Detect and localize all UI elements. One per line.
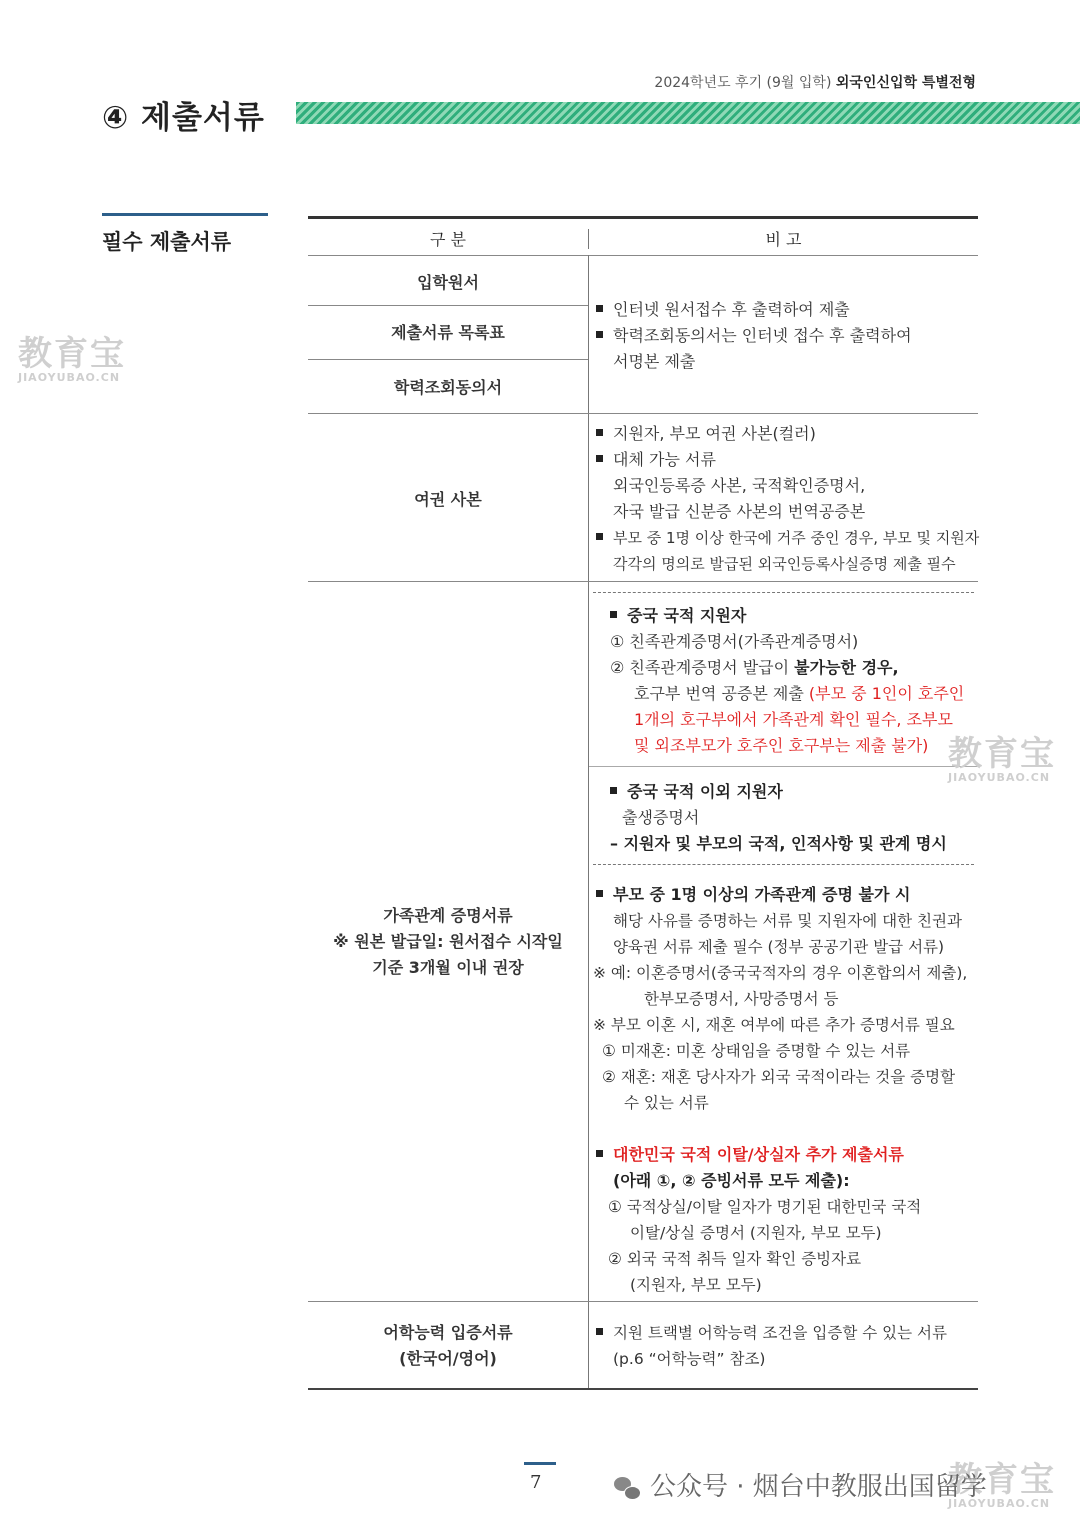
unable-title: 부모 중 1명 이상의 가족관계 증명 불가 시 xyxy=(596,882,910,908)
note-item: 한부모증명서, 사망증명서 등 xyxy=(644,990,839,1008)
page-number-accent xyxy=(524,1462,556,1465)
note-item: ② 외국 국적 취득 일자 확인 증빙자료 xyxy=(608,1250,862,1268)
wechat-account-text: 公众号 · 烟台中教服出国留学 xyxy=(650,1472,987,1502)
watermark-logo: 教育宝 JIAOYUBAO.CN xyxy=(948,734,1056,784)
row-label-language-sub: (한국어/영어) xyxy=(399,1349,497,1368)
row-label-consent: 학력조회동의서 xyxy=(393,378,503,397)
note-item: (p.6 “어학능력” 참조) xyxy=(613,1350,766,1368)
row-rule xyxy=(308,413,978,414)
row-rule xyxy=(308,359,588,360)
note-item: ① 국적상실/이탈 일자가 명기된 대한민국 국적 xyxy=(608,1198,922,1216)
note-item: (지원자, 부모 모두) xyxy=(630,1276,762,1294)
note-item: 대체 가능 서류 xyxy=(596,447,716,473)
row-rule xyxy=(308,1301,978,1302)
note-item: 외국인등록증 사본, 국적확인증명서, xyxy=(613,476,866,495)
note-item: 및 외조부모가 호주인 호구부는 제출 불가) xyxy=(634,736,929,755)
row-label-family: 가족관계 증명서류 xyxy=(383,906,513,925)
column-header-remarks: 비 고 xyxy=(765,230,802,249)
note-item: 학력조회동의서는 인터넷 접수 후 출력하여 xyxy=(596,323,912,349)
note-item: 지원 트랙별 어학능력 조건을 입증할 수 있는 서류 xyxy=(596,1320,947,1346)
other-title: 중국 국적 이외 지원자 xyxy=(610,779,783,805)
header-rule xyxy=(308,255,978,256)
dashed-divider xyxy=(593,592,974,593)
row-label-document-list: 제출서류 목록표 xyxy=(391,323,505,342)
header-program: 외국인신입학 특별전형 xyxy=(835,75,976,91)
note-item: 자국 발급 신분증 사본의 번역공증본 xyxy=(613,502,866,521)
note-item: 양육권 서류 제출 필수 (정부 공공기관 발급 서류) xyxy=(613,938,945,956)
note-item: ① 미재혼: 미혼 상태임을 증명할 수 있는 서류 xyxy=(602,1042,911,1060)
note-item: 지원자, 부모 여권 사본(컬러) xyxy=(596,421,816,447)
row-label-passport: 여권 사본 xyxy=(414,490,482,509)
korea-title: 대한민국 국적 이탈/상실자 추가 제출서류 xyxy=(596,1142,904,1168)
note-item: 수 있는 서류 xyxy=(624,1094,709,1112)
row-rule xyxy=(308,305,588,306)
note-item: 서명본 제출 xyxy=(613,352,696,371)
note-item: 인터넷 원서접수 후 출력하여 제출 xyxy=(596,297,850,323)
note-item: 출생증명서 xyxy=(622,808,700,827)
note-item: ② 재혼: 재혼 당사자가 외국 국적이라는 것을 증명할 xyxy=(602,1068,956,1086)
watermark-logo: 教育宝 JIAOYUBAO.CN xyxy=(18,334,126,384)
note-item: 1개의 호구부에서 가족관계 확인 필수, 조부모 xyxy=(634,710,953,729)
dashed-divider xyxy=(593,864,974,865)
note-item: 부모 중 1명 이상 한국에 거주 중인 경우, 부모 및 지원자 xyxy=(596,525,979,551)
note-item: (아래 ①, ② 증빙서류 모두 제출): xyxy=(613,1171,850,1190)
header-year-term: 2024학년도 후기 (9월 입학) xyxy=(654,75,832,91)
section-title: ④ 제출서류 xyxy=(102,100,265,136)
note-item: – 지원자 및 부모의 국적, 인적사항 및 관계 명시 xyxy=(610,834,947,853)
row-label-application: 입학원서 xyxy=(417,273,479,292)
note-item: ※ 부모 이혼 시, 재혼 여부에 따른 추가 증명서류 필요 xyxy=(593,1016,955,1034)
document-header xyxy=(654,72,976,92)
documents-table xyxy=(308,216,978,1390)
note-item: 이탈/상실 증명서 (지원자, 부모 모두) xyxy=(630,1224,882,1242)
china-title: 중국 국적 지원자 xyxy=(610,603,746,629)
subsection-title: 필수 제출서류 xyxy=(102,230,232,254)
row-rule xyxy=(589,766,978,767)
note-item: ※ 예: 이혼증명서(중국국적자의 경우 이혼합의서 제출), xyxy=(593,964,968,982)
section-title-hatch-bar xyxy=(296,102,1080,124)
note-item: 각각의 명의로 발급된 외국인등록사실증명 제출 필수 xyxy=(613,555,956,573)
note-item: 해당 사유를 증명하는 서류 및 지원자에 대한 친권과 xyxy=(613,912,962,930)
row-label-language: 어학능력 입증서류 xyxy=(383,1323,513,1342)
note-item: ② 친족관계증명서 발급이 불가능한 경우, xyxy=(610,658,899,677)
subsection-accent-bar xyxy=(102,213,268,216)
wechat-icon xyxy=(614,1477,640,1499)
note-item: ① 친족관계증명서(가족관계증명서) xyxy=(610,632,859,651)
note-item: 호구부 번역 공증본 제출 (부모 중 1인이 호주인 xyxy=(634,684,965,703)
row-label-family-note-2: 기준 3개월 이내 권장 xyxy=(372,958,524,977)
row-rule xyxy=(308,581,978,582)
column-divider xyxy=(588,255,589,1388)
column-header-category: 구 분 xyxy=(430,230,466,249)
row-label-family-note: ※ 원본 발급일: 원서접수 시작일 xyxy=(333,932,563,951)
wechat-footer xyxy=(614,1466,987,1503)
watermark-logo: 教育宝 JIAOYUBAO.CN xyxy=(948,1460,1056,1510)
page-number: 7 xyxy=(530,1472,542,1493)
